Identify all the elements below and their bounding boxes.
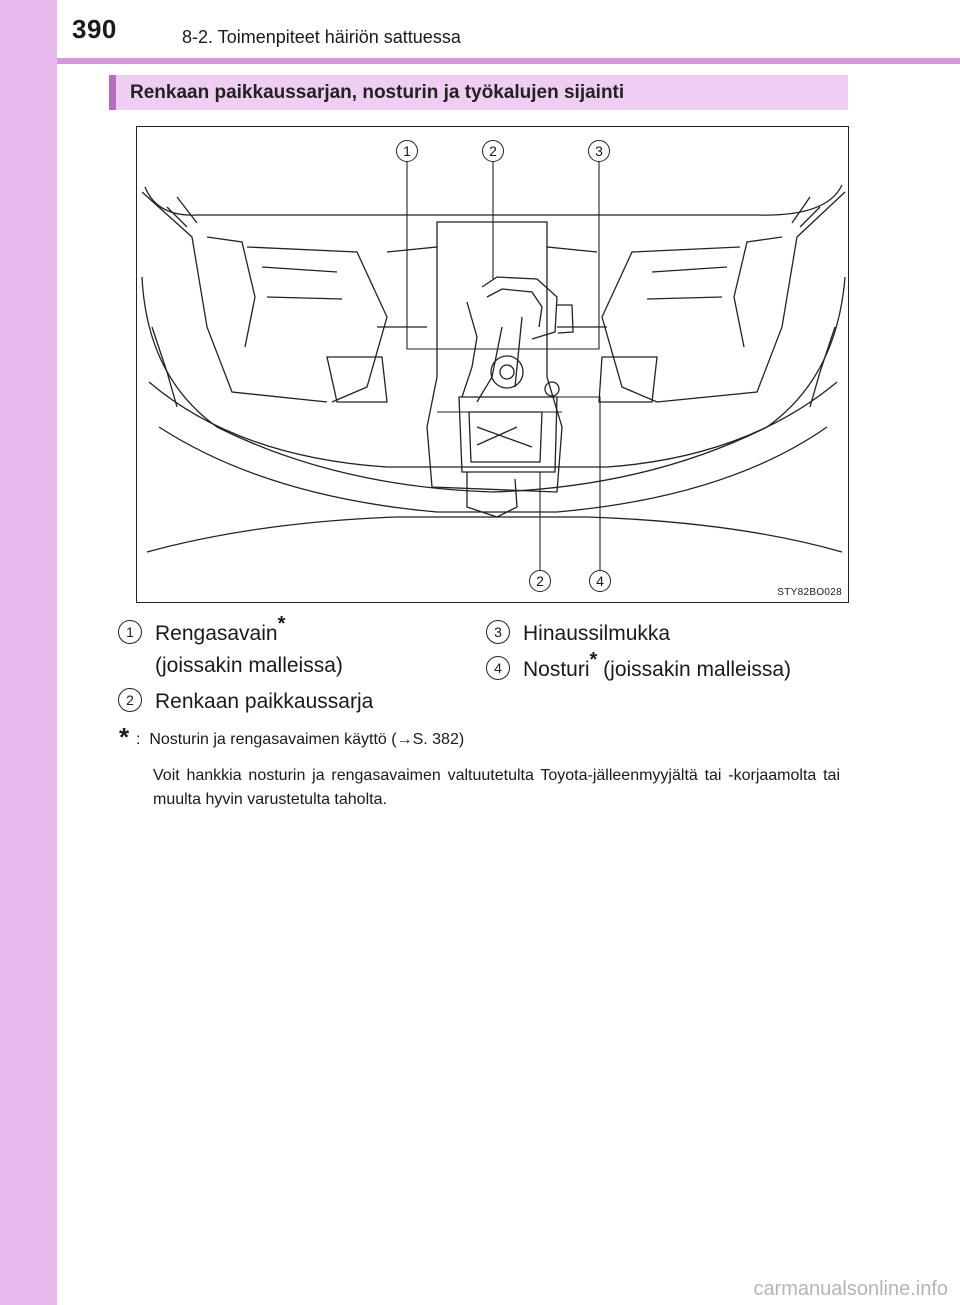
callout-2: 2	[482, 140, 504, 162]
legend-label-1-sub: (joissakin malleissa)	[155, 654, 343, 677]
legend-num-2: 2	[118, 688, 142, 712]
callout-2-lower: 2	[529, 570, 551, 592]
callout-4: 4	[589, 570, 611, 592]
watermark: carmanualsonline.info	[753, 1278, 948, 1300]
trunk-illustration	[136, 126, 849, 603]
legend-num-1: 1	[118, 620, 142, 644]
legend-label-2: Renkaan paikkaussarja	[155, 690, 374, 713]
figure-code: STY82BO028	[777, 587, 842, 598]
legend-label-3: Hinaussilmukka	[523, 622, 671, 645]
callout-1: 1	[396, 140, 418, 162]
arrow-icon: →	[396, 731, 413, 748]
legend-label-4: Nosturi* (joissakin malleissa)	[523, 649, 792, 681]
section-title: Renkaan paikkaussarjan, nosturin ja työkalujen sijainti	[109, 75, 848, 110]
side-tab-bar	[0, 0, 57, 1305]
chapter-title: 8-2. Toimenpiteet häiriön sattuessa	[182, 27, 461, 47]
footnote-star: *	[119, 722, 130, 752]
callout-3: 3	[588, 140, 610, 162]
trunk-drawing	[137, 127, 850, 604]
header-rule	[57, 58, 960, 64]
page-number: 390	[72, 14, 117, 44]
footnote-text: : Nosturin ja rengasavaimen käyttö (→S. 382)	[136, 731, 465, 748]
footnote-paragraph: Voit hankkia nosturin ja rengasavaimen valtuutetulta Toyota-jälleenmyyjältä tai -korjaamolta tai muulta hyvin varustetulta taholta.	[153, 767, 840, 808]
legend-num-3: 3	[486, 620, 510, 644]
legend-label-1: Rengasavain*	[155, 613, 286, 645]
legend-num-4: 4	[486, 656, 510, 680]
